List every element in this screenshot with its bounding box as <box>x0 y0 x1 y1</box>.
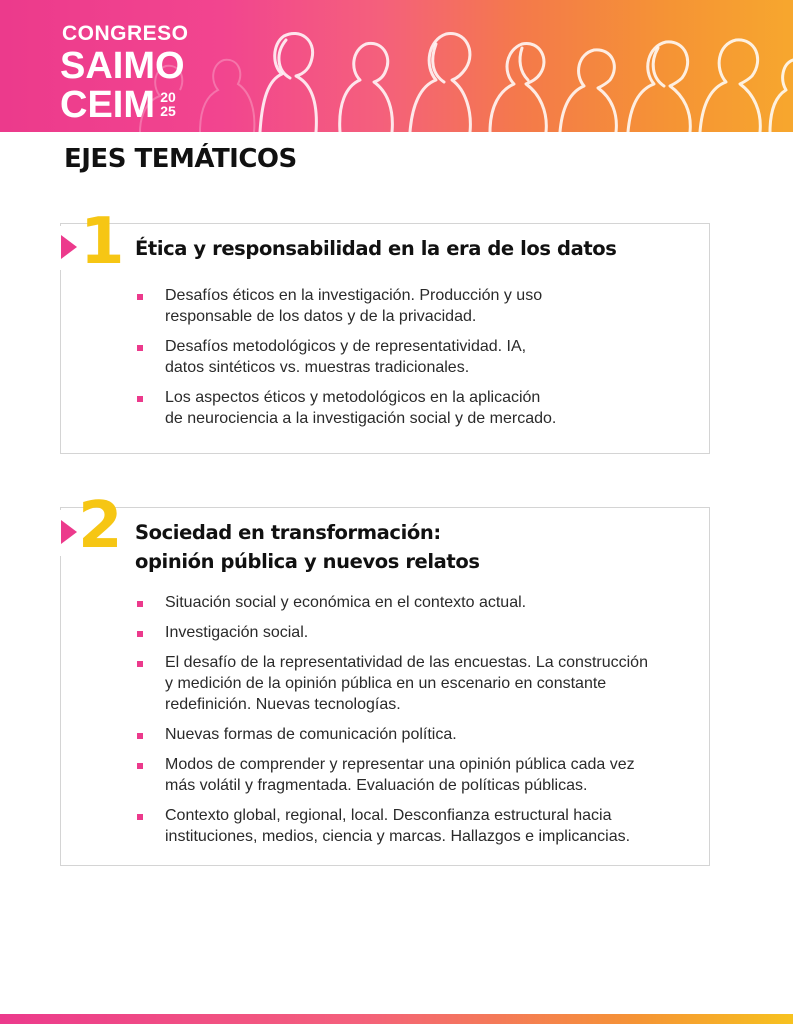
list-item <box>135 724 648 745</box>
logo-line-ceim: CEIM <box>60 84 155 126</box>
bullet-line: instituciones, medios, ciencia y marcas. Hallazgos e implicancias. <box>165 828 631 845</box>
bullet-line: y medición de la opinión pública en un escenario en constante <box>165 675 607 692</box>
section-1-arrow-icon <box>61 235 77 259</box>
list-item <box>135 285 556 327</box>
section-2-title-line: Sociedad en transformación: <box>135 521 441 544</box>
bullet-line: Desafíos metodológicos y de representatividad. IA, <box>165 338 527 355</box>
bullet-line: más volátil y fragmentada. Evaluación de políticas públicas. <box>165 777 588 794</box>
section-2-title-line: opinión pública y nuevos relatos <box>135 550 480 573</box>
section-2-number: 2 <box>78 489 123 563</box>
bullet-line: redefinición. Nuevas tecnologías. <box>165 696 401 713</box>
section-1-bullet-list <box>135 285 556 429</box>
bullet-square-icon <box>137 814 143 820</box>
bullet-line: Desafíos éticos en la investigación. Producción y uso <box>165 287 543 304</box>
bullet-line: El desafío de la representatividad de las encuestas. La construcción <box>165 654 648 671</box>
bullet-square-icon <box>137 763 143 769</box>
list-item <box>135 805 648 847</box>
list-item <box>135 336 556 378</box>
section-1-title <box>135 234 616 263</box>
logo-year <box>158 90 178 118</box>
header-banner <box>0 0 793 132</box>
logo-year-top: 20 <box>160 89 176 105</box>
bullet-line: Nuevas formas de comunicación política. <box>165 726 457 743</box>
bullet-square-icon <box>137 661 143 667</box>
bullet-line: datos sintéticos vs. muestras tradicionales. <box>165 359 470 376</box>
bullet-square-icon <box>137 631 143 637</box>
section-2-arrow-icon <box>61 520 77 544</box>
logo-line-congreso: CONGRESO <box>62 22 189 45</box>
bullet-line: responsable de los datos y de la privacidad. <box>165 308 477 325</box>
page-title: EJES TEMÁTICOS <box>64 144 297 174</box>
list-item <box>135 754 648 796</box>
bullet-square-icon <box>137 294 143 300</box>
bullet-square-icon <box>137 733 143 739</box>
bullet-line: de neurociencia a la investigación social y de mercado. <box>165 410 557 427</box>
bullet-square-icon <box>137 345 143 351</box>
list-item <box>135 387 556 429</box>
bullet-line: Investigación social. <box>165 624 309 641</box>
bullet-line: Modos de comprender y representar una opinión pública cada vez <box>165 756 635 773</box>
logo-year-bottom: 25 <box>160 103 176 119</box>
bullet-line: Los aspectos éticos y metodológicos en la aplicación <box>165 389 541 406</box>
bullet-line: Situación social y económica en el contexto actual. <box>165 594 527 611</box>
bullet-line: Contexto global, regional, local. Desconfianza estructural hacia <box>165 807 612 824</box>
section-1-title-line: Ética y responsabilidad en la era de los datos <box>135 237 617 260</box>
logo-line-saimo: SAIMO <box>60 45 185 87</box>
list-item <box>135 592 648 613</box>
bullet-square-icon <box>137 601 143 607</box>
list-item <box>135 652 648 715</box>
section-2-bullet-list <box>135 592 648 847</box>
section-2-title <box>135 518 480 576</box>
list-item <box>135 622 648 643</box>
section-1-number: 1 <box>80 205 125 279</box>
bullet-square-icon <box>137 396 143 402</box>
footer-gradient-bar <box>0 1014 793 1024</box>
